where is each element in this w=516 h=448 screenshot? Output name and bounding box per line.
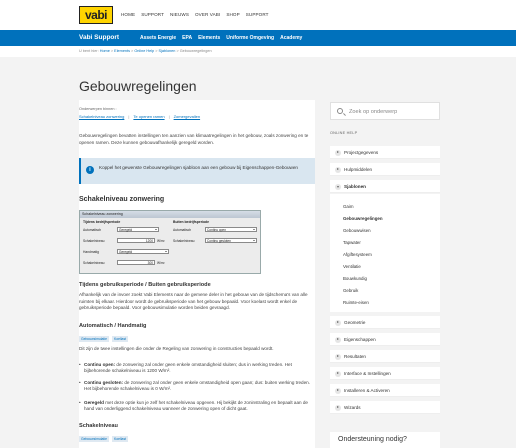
tag-gebouwsimulatie[interactable]: Gebouwsimulatie <box>81 337 108 341</box>
sidebar-item-resultaten[interactable]: Resultaten <box>330 350 440 363</box>
chevron-down-icon <box>335 184 341 190</box>
breadcrumb: U bent hier: Home > Elements > Online Help > Sjablonen > Gebouwregelingen <box>79 49 212 53</box>
sidebar-item-sjablonen[interactable]: Sjablonen <box>330 180 440 193</box>
breadcrumb-prefix: U bent hier: <box>79 49 99 53</box>
tag-list <box>79 336 128 342</box>
dialog-label-schakelniveau-2: Schakelniveau <box>173 239 195 243</box>
breadcrumb-home[interactable]: Home <box>99 49 110 53</box>
sidebar-item-geometrie[interactable]: Geometrie <box>330 316 440 329</box>
dialog-label-automatisch: Automatisch <box>83 228 102 232</box>
section-heading-automatisch: Automatisch / Handmatig <box>79 323 147 329</box>
chevron-right-icon <box>335 354 341 360</box>
topnav-home[interactable]: HOME <box>121 12 136 17</box>
section-heading-schakelniveau: Schakelniveau zonwering <box>79 196 165 203</box>
sidebar-subitem-gaim[interactable]: Gaim <box>343 204 354 209</box>
topnav-support-2[interactable]: SUPPORT <box>245 12 269 17</box>
support-nav-bar <box>0 30 516 46</box>
chevron-right-icon <box>335 320 341 326</box>
sidebar-item-installeren[interactable]: Installeren & Activeren <box>330 384 440 397</box>
search-box <box>330 102 440 120</box>
nav-epa[interactable]: EPA <box>182 35 193 41</box>
sidebar-item-projectgegevens[interactable]: Projectgegevens <box>330 146 440 159</box>
dialog-col-tijdens: Tijdens bedrijfsperiode <box>83 220 121 224</box>
topnav-nieuws[interactable]: NIEUWS <box>170 12 189 17</box>
sidebar-subitem-afgiftesysteem[interactable]: Afgiftesysteem <box>343 252 372 257</box>
dialog-unit-1: W/m² <box>157 239 165 243</box>
sidebar-subitem-ruimte-eisen[interactable]: Ruimte-eisen <box>343 300 369 305</box>
sidebar-item-interface[interactable]: Interface & Instellingen <box>330 367 440 380</box>
main-content <box>79 100 315 448</box>
dialog-label-handmatig: Handmatig <box>83 250 99 254</box>
sidebar-subitem-tapwater[interactable]: Tapwater <box>343 240 361 245</box>
breadcrumb-elements[interactable]: Elements <box>114 49 130 53</box>
sidebar-item-wizards[interactable]: Wizards <box>330 401 440 414</box>
dialog-input-schakelniveau-tijdens[interactable]: 1200 <box>117 238 155 243</box>
breadcrumb-online-help[interactable]: Online Help <box>134 49 155 53</box>
chevron-right-icon <box>335 405 341 411</box>
info-text: Koppel het gewenste Gebouwregelingen sjabloon aan een gebouw bij Eigenschappen-Gebouwen <box>99 165 298 170</box>
logo-text: vabi <box>84 8 107 22</box>
dialog-label-schakelniveau-3: Schakelniveau <box>83 261 105 265</box>
tag-koellast-2[interactable]: Koellast <box>114 437 127 441</box>
support-brand[interactable]: Vabi Support <box>79 34 120 41</box>
info-icon: i <box>86 166 94 174</box>
dialog-input-schakelniveau-handmatig[interactable]: 300 <box>117 260 155 265</box>
top-header <box>0 0 516 30</box>
support-nav <box>140 35 302 41</box>
nav-assets-energie[interactable]: Assets Energie <box>140 35 177 41</box>
dialog-select-handmatig[interactable]: Geregeld <box>117 249 169 254</box>
sidebar-item-eigenschappen[interactable]: Eigenschappen <box>330 333 440 346</box>
topnav-support[interactable]: SUPPORT <box>141 12 165 17</box>
dialog-select-automatisch-buiten[interactable]: Continu open <box>205 227 257 232</box>
info-box <box>79 158 315 184</box>
subject-link-schakelniveau[interactable]: Schakelniveau zonwering <box>79 114 125 119</box>
dialog-select-schakelniveau-buiten[interactable]: Continu gesloten <box>205 238 257 243</box>
search-icon[interactable] <box>337 108 343 114</box>
breadcrumb-sjablonen[interactable]: Sjablonen <box>158 49 176 53</box>
dialog-select-automatisch-tijdens[interactable]: Geregeld <box>117 227 159 232</box>
topnav-shop[interactable]: SHOP <box>226 12 240 17</box>
top-nav <box>121 12 269 17</box>
tag-koellast[interactable]: Koellast <box>114 337 127 341</box>
intro-text: Gebouwregelingen bevatten instellingen ten aanzien van klimaatregelingen in het gebouw, zoals zonwering en te openen ramen. Deze kunnen gebouwafhankelijk geregeld worden. <box>79 133 309 145</box>
sidebar-subitem-gebouwwisen[interactable]: Gebouwwisen <box>343 228 371 233</box>
dialog-unit-2: W/m² <box>157 261 165 265</box>
dialog-screenshot <box>79 210 261 274</box>
subject-link-zomergevallen[interactable]: Zomergevallen <box>173 114 201 119</box>
sidebar-subitem-ventilatie[interactable]: Ventilatie <box>343 264 361 269</box>
nav-elements[interactable]: Elements <box>198 35 221 41</box>
sidebar-subitem-gebruik[interactable]: Gebruik <box>343 288 359 293</box>
dialog-title: Schakelniveau zonwering <box>80 211 260 218</box>
chevron-right-icon <box>335 167 341 173</box>
section-subheading-gebruiksperiode: Tijdens gebruiksperiode / Buiten gebruiksperiode <box>79 282 211 288</box>
breadcrumb-current: Gebouwregelingen <box>179 49 212 53</box>
sidebar-subitem-gebouwregelingen[interactable]: Gebouwregelingen <box>343 216 383 221</box>
page-title: Gebouwregelingen <box>79 78 197 94</box>
subjects-label: Onderwerpen binnen : <box>79 107 117 111</box>
tag-gebouwsimulatie-2[interactable]: Gebouwsimulatie <box>81 437 108 441</box>
chevron-right-icon <box>335 388 341 394</box>
subjects-links: Schakelniveau zonwering | Te openen ramen | Zomergevallen <box>79 114 201 119</box>
nav-academy[interactable]: Academy <box>280 35 303 41</box>
section-heading-schakelniveau-2: Schakelniveau <box>79 423 118 429</box>
bullet-continu-gesloten: • Continu gesloten: de zonwering zal onder geen enkele omstandigheid open gaan; dus: buiten werking treden. Het bijbehorende schakelniveau is 0 W/m². <box>84 380 314 393</box>
gebruiksperiode-text: Afhankelijk van de invoer zoekt Vabi Elements naar de gemene deler in het gebouw van de tijdschema's van alle ruimten bij elkaar. Hierdoor wordt de gebruiksperiode van het gebouw bepaald. Voor koelast wordt enkel de gebruiksperiode bepaald. Voor gebouwsimulatie worden beiden gevraagd. <box>79 292 308 311</box>
vabi-logo[interactable] <box>79 6 113 24</box>
support-box <box>330 432 440 448</box>
dialog-label-schakelniveau: Schakelniveau <box>83 239 105 243</box>
nav-uniforme-omgeving[interactable]: Uniforme Omgeving <box>226 35 275 41</box>
chevron-right-icon <box>335 371 341 377</box>
automatisch-text: Dit zijn de twee instellingen die onder de Regeling van zonwering in constructies bepaald wordt. <box>79 346 274 351</box>
support-heading: Ondersteuning nodig? <box>338 436 407 443</box>
dialog-label-automatisch-2: Automatisch <box>173 228 192 232</box>
sidebar-label: ONLINE HELP <box>330 131 358 135</box>
topnav-over-vabi[interactable]: OVER VABI <box>195 12 221 17</box>
chevron-right-icon <box>335 150 341 156</box>
tag-list-2 <box>79 436 128 442</box>
chevron-right-icon <box>335 337 341 343</box>
bullet-geregeld: • Geregeld met deze optie kun je zelf het schakelniveau opgeven. Hij bekijkt de zoninstraling en bepaalt aan de hand van onderliggend schakelniveau wanneer de zonwering open of dicht gaat. <box>84 400 314 413</box>
sidebar-item-hulpmiddelen[interactable]: Hulpmiddelen <box>330 163 440 176</box>
search-input[interactable] <box>349 107 437 117</box>
dialog-col-buiten: Buiten bedrijfsperiode <box>173 220 209 224</box>
sidebar-subitem-bouwkundig[interactable]: Bouwkundig <box>343 276 367 281</box>
subject-link-te-openen-ramen[interactable]: Te openen ramen <box>133 114 165 119</box>
bullet-continu-open: • Continu open: de zonwering zal onder geen enkele omstandigheid sluiten; dus in werking treden. Het bijbehorende schakelniveau is 1200 W/m². <box>84 362 314 375</box>
